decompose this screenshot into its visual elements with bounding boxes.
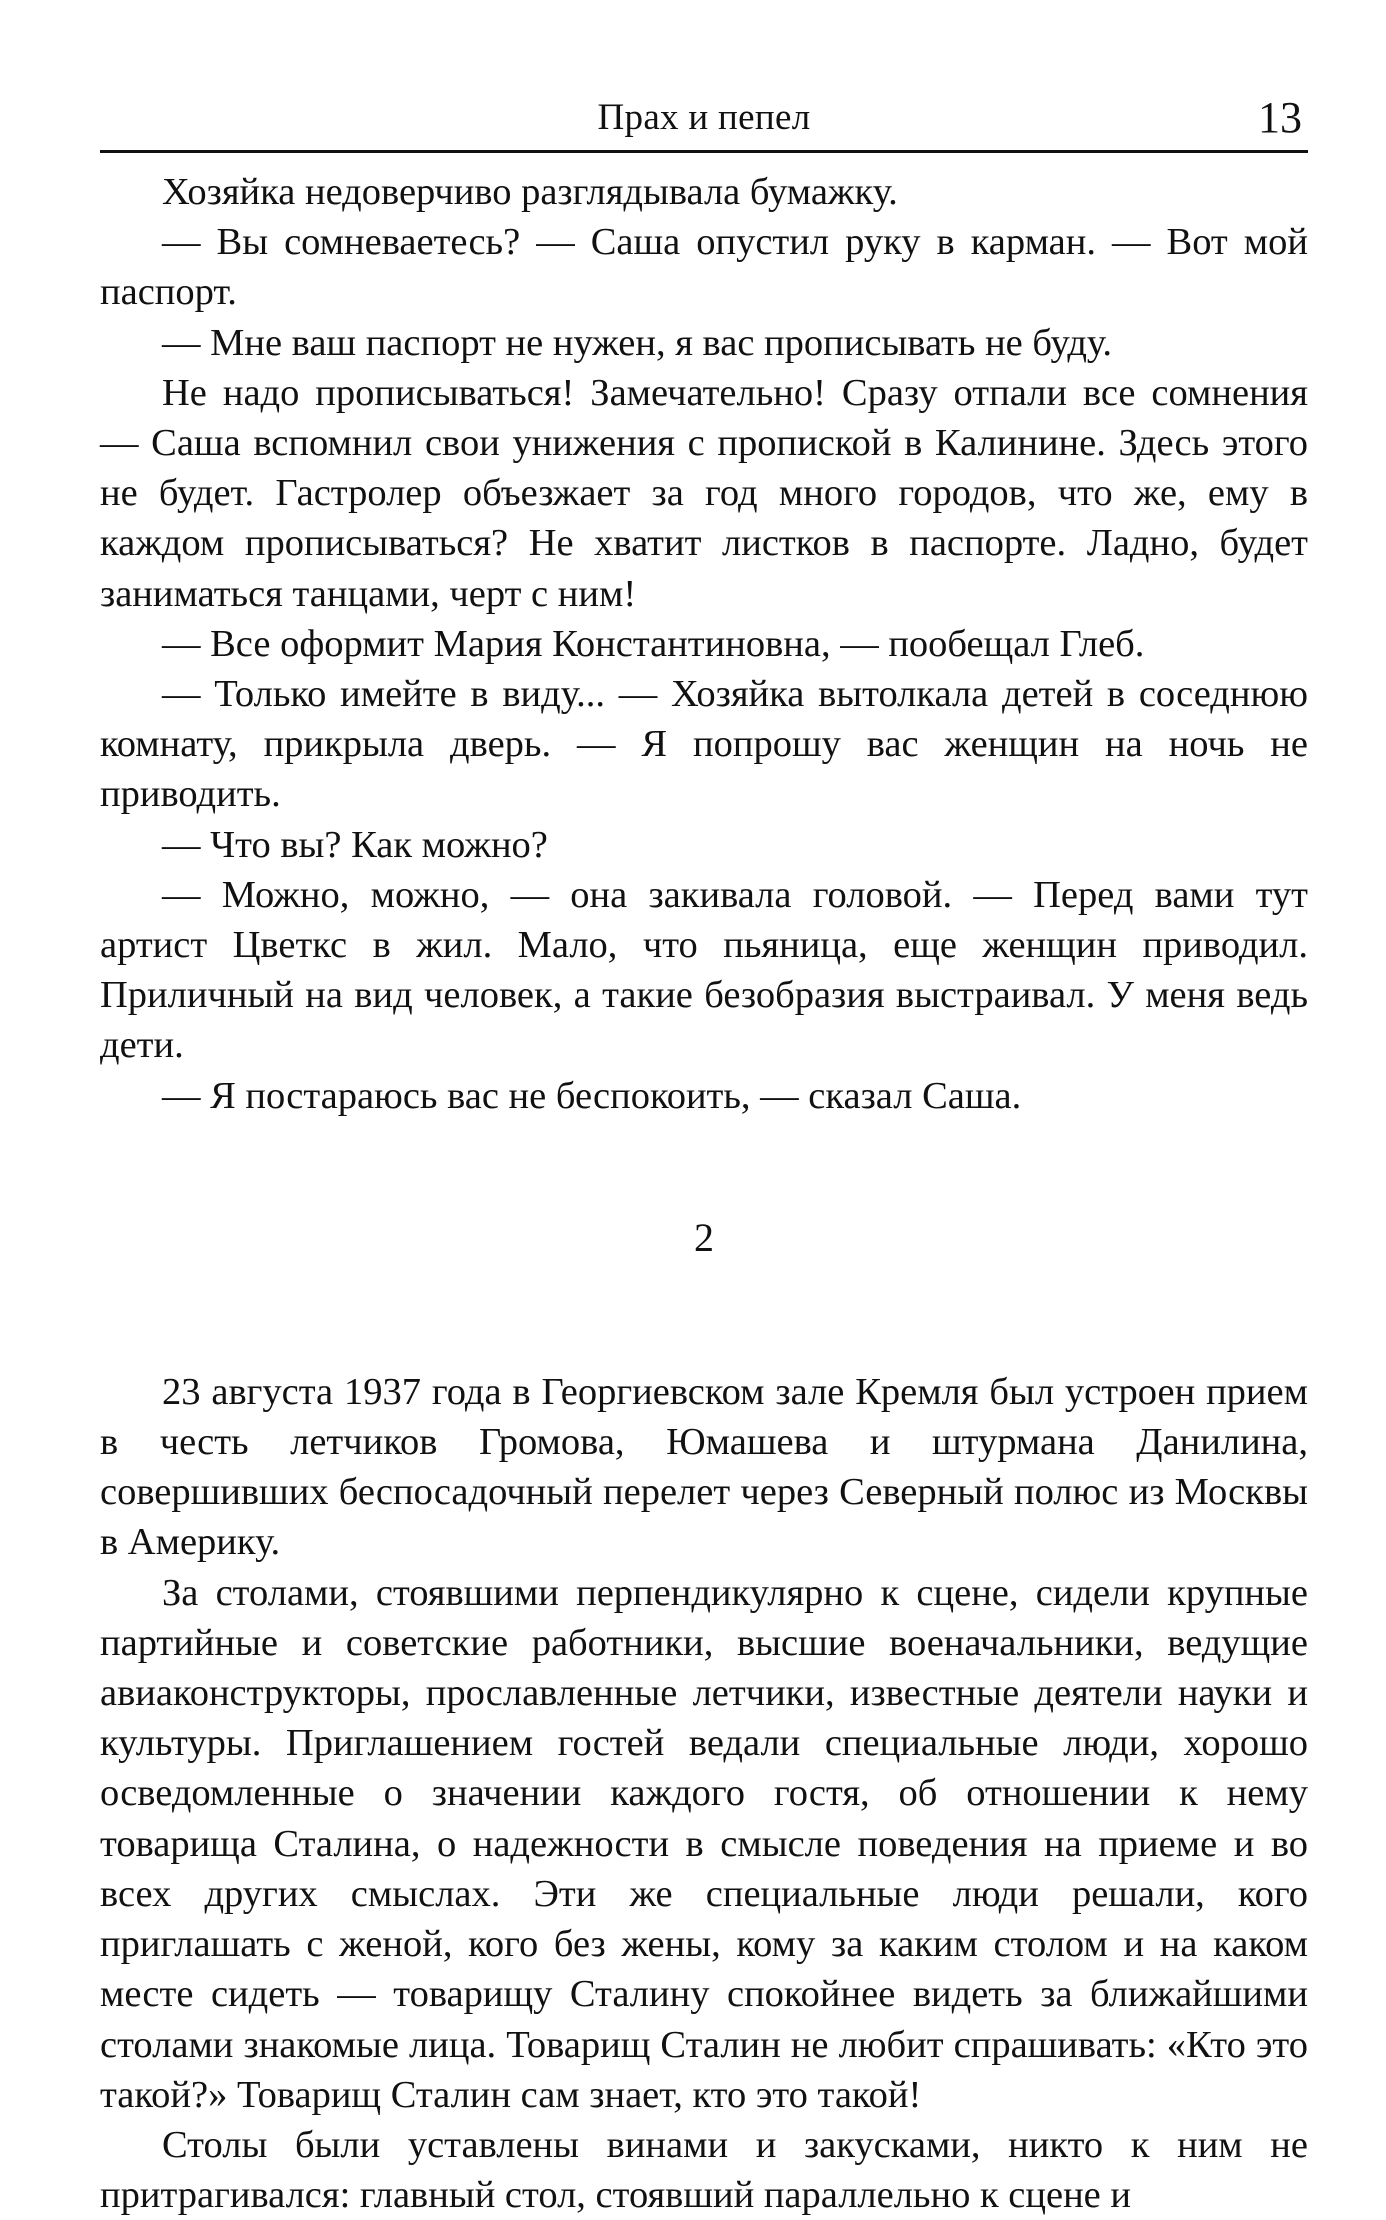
paragraph: Хозяйка недоверчиво разглядывала бумажку. — [162, 171, 898, 213]
paragraph: За столами, стоявшими перпендикулярно к сцене, сидели крупные партийные и советские работники, высшие военачальники, ведущие авиаконструкторы, прославленные летчики, известные деятели науки и культуры. Приглашением гостей ведали специальные люди, хорошо осведомленные о значении каждого гостя, об отношении к нему товарища Сталина, о надежности в смысле поведения на приеме и во всех других смыслах. Эти же специальные люди решали, кого приглашать с женой, кого без жены, кому за каким столом и на каком месте сидеть — товарищу Сталину спокойнее видеть за ближайшими столами знакомые лица. Товарищ Сталин не любит спрашивать: «Кто это такой?» Товарищ Сталин сам знает, кто это такой! — [100, 1571, 1308, 2116]
paragraph: — Можно, можно, — она закивала головой. — Перед вами тут артист Цветкс в жил. Мало, что пьяница, еще женщин приводил. Приличный на вид человек, а такие безобразия выстраивал. У меня ведь дети. — [100, 873, 1308, 1067]
page-number: 13 — [1258, 93, 1302, 142]
paragraph: 23 августа 1937 года в Георгиевском зале Кремля был устроен прием в честь летчиков Громова, Юмашева и штурмана Данилина, совершивших беспосадочный перелет через Северный полюс из Москвы в Америку. — [100, 1370, 1308, 1564]
paragraph: — Я постараюсь вас не беспокоить, — сказал Саша. — [162, 1074, 1022, 1117]
chapter-number: 2 — [694, 1214, 714, 1260]
book-page — [100, 92, 1308, 2220]
paragraph: — Только имейте в виду... — Хозяйка вытолкала детей в соседнюю комнату, прикрыла дверь. — Я попрошу вас женщин на ночь не приводить. — [100, 673, 1308, 816]
paragraph: — Все оформит Мария Константиновна, — пообещал Глеб. — [162, 622, 1145, 665]
paragraph: — Мне ваш паспорт не нужен, я вас прописывать не буду. — [162, 321, 1112, 364]
running-header — [100, 92, 1308, 153]
section-2-text — [100, 1367, 1308, 2220]
paragraph: — Что вы? Как можно? — [162, 823, 548, 866]
paragraph: — Вы сомневаетесь? — Саша опустил руку в карман. — Вот мой паспорт. — [100, 221, 1308, 314]
paragraph: Не надо прописываться! Замечательно! Сразу отпали все сомнения — Саша вспомнил свои унижения с пропиской в Калинине. Здесь этого не будет. Гастролер объезжает за год много городов, что же, ему в каждом прописываться? Не хватит листков в паспорте. Ладно, будет заниматься танцами, черт с ним! — [100, 371, 1308, 615]
section-1-text — [100, 167, 1308, 1121]
paragraph: Столы были уставлены винами и закусками, никто к ним не притрагивался: главный стол, стоявший параллельно к сцене и — [100, 2123, 1308, 2217]
running-title: Прах и пепел — [597, 97, 811, 138]
